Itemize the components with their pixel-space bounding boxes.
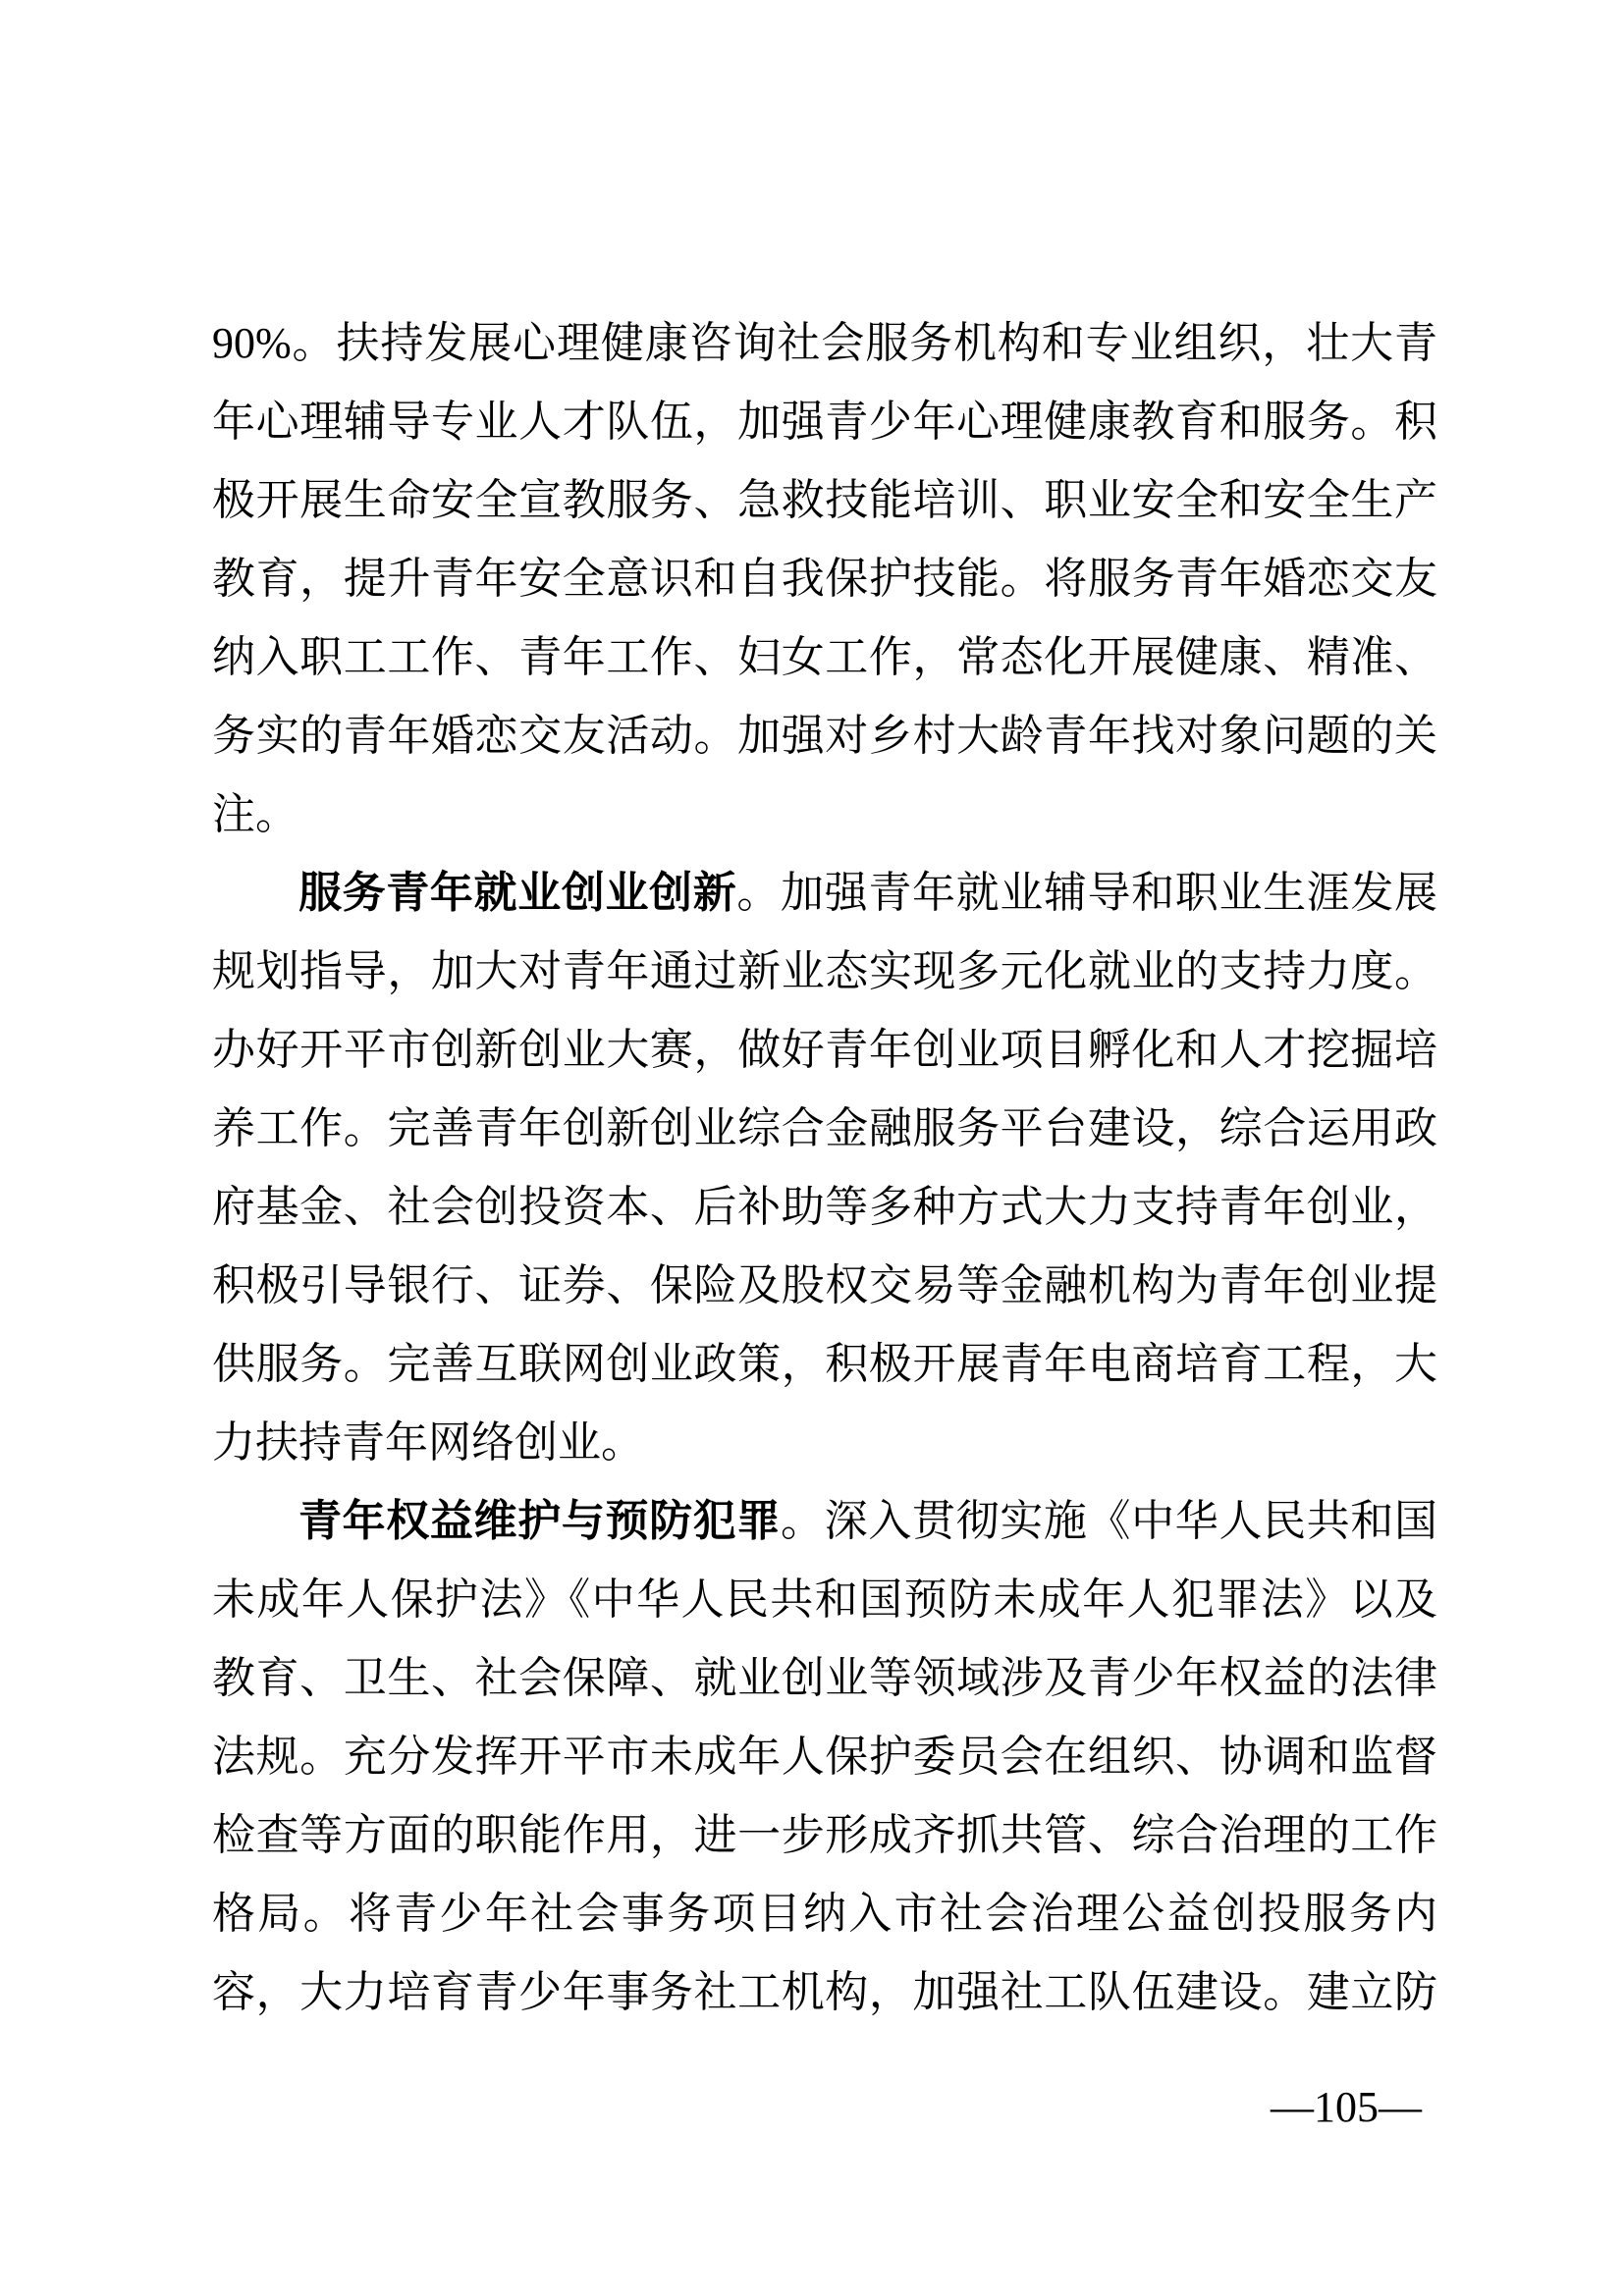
- line-text: 检查等方面的职能作用，进一步形成齐抓共管、综合治理的工作: [212, 1811, 1437, 1859]
- line-text: 容，大力培育青少年事务社工机构，加强社工队伍建设。建立防: [212, 1968, 1437, 2016]
- line-text: 格局。将青少年社会事务项目纳入市社会治理公益创投服务内: [212, 1890, 1437, 1938]
- run-in-heading: 青年权益维护与预防犯罪: [298, 1497, 782, 1545]
- text-line: [212, 1325, 1437, 1404]
- text-line: [212, 618, 1437, 697]
- page-number: —105—: [1271, 2083, 1422, 2131]
- line-text: 90%。扶持发展心理健康咨询社会服务机构和专业组织，壮大青: [212, 319, 1437, 367]
- body-text-block: [212, 304, 1437, 2032]
- line-text: 极开展生命安全宣教服务、急救技能培训、职业安全和安全生产: [212, 476, 1437, 524]
- line-text: 供服务。完善互联网创业政策，积极开展青年电商培育工程，大: [212, 1340, 1437, 1388]
- text-line: [212, 933, 1437, 1011]
- text-line-paragraph-start: [212, 1482, 1437, 1561]
- text-line: [212, 383, 1437, 461]
- text-line: [212, 1796, 1437, 1875]
- text-line: [212, 1168, 1437, 1247]
- line-text: 未成年人保护法》《中华人民共和国预防未成年人犯罪法》以及: [212, 1575, 1437, 1624]
- line-text: 养工作。完善青年创新创业综合金融服务平台建设，综合运用政: [212, 1104, 1437, 1152]
- line-text: 教育，提升青年安全意识和自我保护技能。将服务青年婚恋交友: [212, 555, 1437, 603]
- line-text: 务实的青年婚恋交友活动。加强对乡村大龄青年找对象问题的关: [212, 712, 1437, 760]
- text-line: [212, 1718, 1437, 1796]
- text-line: [212, 1639, 1437, 1718]
- line-text: 。深入贯彻实施《中华人民共和国: [781, 1497, 1438, 1545]
- line-text: 办好开平市创新创业大赛，做好青年创业项目孵化和人才挖掘培: [212, 1026, 1437, 1074]
- text-line: [212, 1090, 1437, 1168]
- text-line: [212, 1561, 1437, 1639]
- line-text: 纳入职工工作、青年工作、妇女工作，常态化开展健康、精准、: [212, 633, 1437, 681]
- line-text: 教育、卫生、社会保障、就业创业等领域涉及青少年权益的法律: [212, 1654, 1437, 1702]
- line-text: 力扶持青年网络创业。: [212, 1418, 644, 1467]
- text-line: [212, 1953, 1437, 2032]
- text-line: [212, 540, 1437, 618]
- line-text: 。加强青年就业辅导和职业生涯发展: [736, 869, 1438, 917]
- text-line: [212, 697, 1437, 775]
- text-line: [212, 1247, 1437, 1325]
- line-text: 注。: [212, 790, 298, 838]
- text-line-paragraph-end: [212, 775, 1437, 854]
- line-text: 积极引导银行、证券、保险及股权交易等金融机构为青年创业提: [212, 1261, 1437, 1309]
- text-line: [212, 304, 1437, 383]
- text-line: [212, 1011, 1437, 1090]
- text-line-paragraph-end: [212, 1404, 1437, 1482]
- line-text: 年心理辅导专业人才队伍，加强青少年心理健康教育和服务。积: [212, 398, 1437, 446]
- line-text: 府基金、社会创投资本、后补助等多种方式大力支持青年创业，: [212, 1183, 1437, 1231]
- text-line: [212, 1875, 1437, 1953]
- run-in-heading: 服务青年就业创业创新: [298, 869, 737, 917]
- line-text: 法规。充分发挥开平市未成年人保护委员会在组织、协调和监督: [212, 1733, 1437, 1781]
- text-line: [212, 461, 1437, 540]
- text-line-paragraph-start: [212, 854, 1437, 933]
- line-text: 规划指导，加大对青年通过新业态实现多元化就业的支持力度。: [212, 947, 1437, 995]
